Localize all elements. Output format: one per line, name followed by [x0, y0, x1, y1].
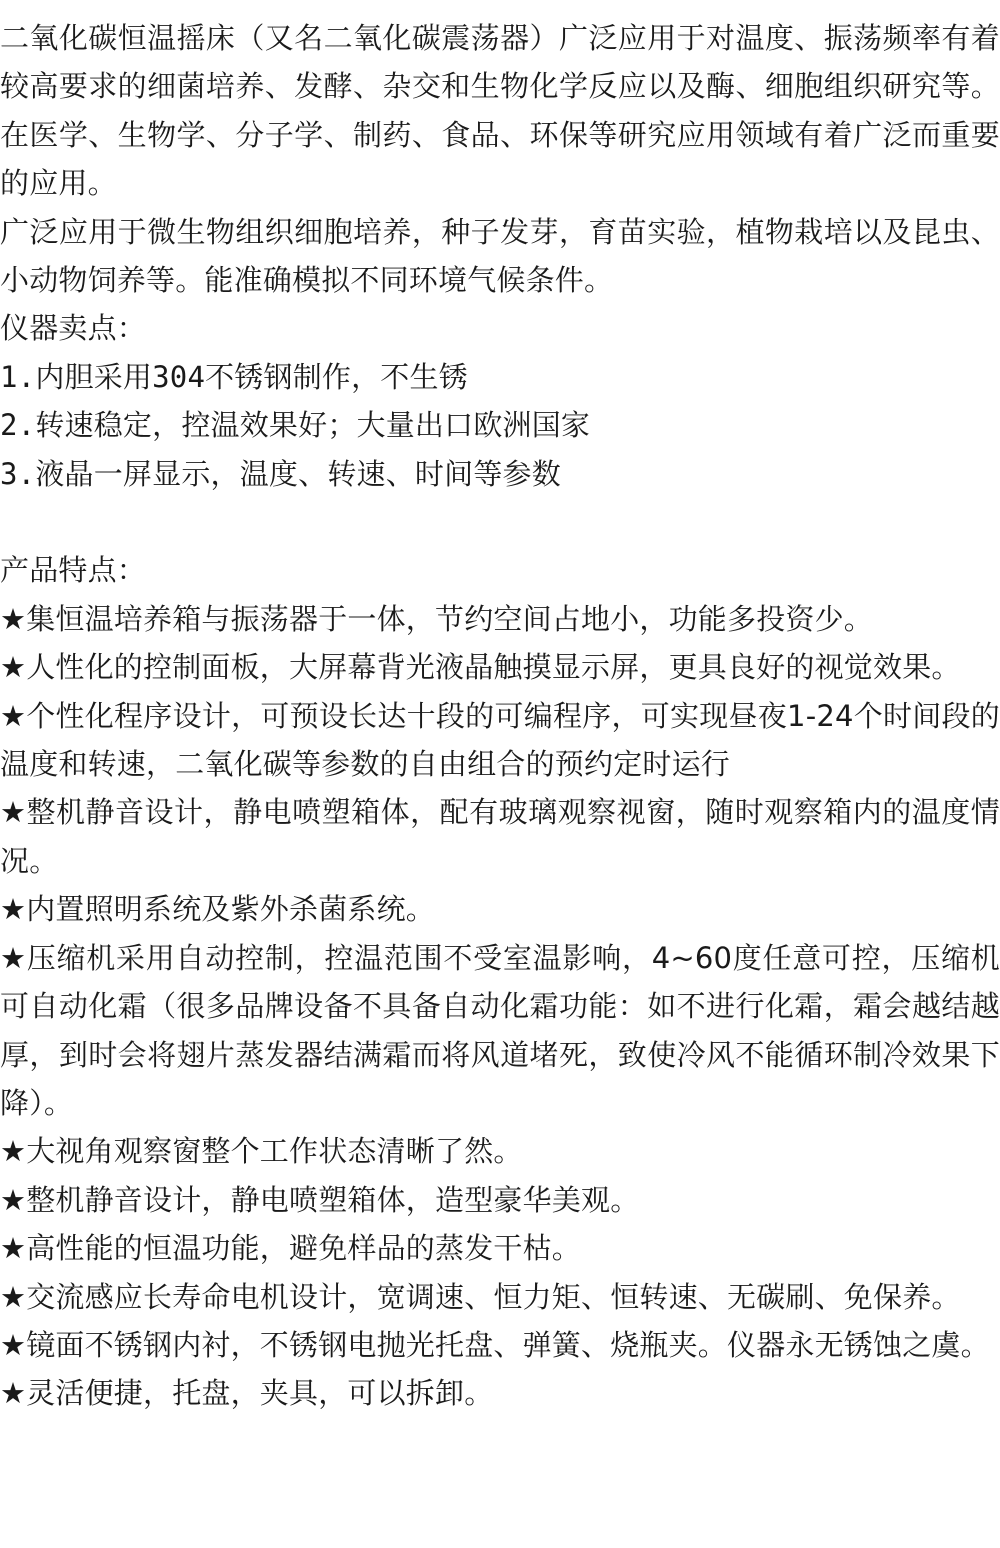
feature-item: ★大视角观察窗整个工作状态清晰了然。 [0, 1134, 523, 1169]
feature-item: ★人性化的控制面板，大屏幕背光液晶触摸显示屏，更具良好的视觉效果。 [0, 650, 961, 685]
feature-item: ★集恒温培养箱与振荡器于一体，节约空间占地小，功能多投资少。 [0, 601, 873, 636]
selling-points-heading: 仪器卖点： [0, 311, 147, 346]
feature-item: ★整机静音设计，静电喷塑箱体，造型豪华美观。 [0, 1182, 640, 1217]
feature-item: ★压缩机采用自动控制，控温范围不受室温影响，4~60度任意可控，压缩机可自动化霜（很多品牌设备不具备自动化霜功能：如不进行化霜，霜会越结越厚，到时会将翅片蒸发器结满霜而将风道堵死，致使冷风不能循环制冷效果下降）。 [0, 940, 1000, 1120]
blank-line [0, 498, 1000, 546]
selling-point-item: 3.液晶一屏显示，温度、转速、时间等参数 [0, 456, 561, 491]
intro-paragraph-1: 二氧化碳恒温摇床（又名二氧化碳震荡器）广泛应用于对温度、振荡频率有着较高要求的细菌培养、发酵、杂交和生物化学反应以及酶、细胞组织研究等。在医学、生物学、分子学、制药、食品、环保等研究应用领域有着广泛而重要的应用。 [0, 21, 1000, 201]
features-heading: 产品特点： [0, 553, 147, 588]
feature-item: ★交流感应长寿命电机设计，宽调速、恒力矩、恒转速、无碳刷、免保养。 [0, 1279, 961, 1314]
feature-item: ★镜面不锈钢内衬，不锈钢电抛光托盘、弹簧、烧瓶夹。仪器永无锈蚀之虞。 [0, 1327, 990, 1362]
selling-point-item: 1.内胆采用304不锈钢制作，不生锈 [0, 359, 468, 394]
feature-item: ★个性化程序设计，可预设长达十段的可编程序，可实现昼夜1-24个时间段的温度和转速，二氧化碳等参数的自由组合的预约定时运行 [0, 698, 1000, 782]
feature-item: ★整机静音设计，静电喷塑箱体，配有玻璃观察视窗，随时观察箱内的温度情况。 [0, 795, 1000, 878]
feature-item: ★高性能的恒温功能，避免样品的蒸发干枯。 [0, 1231, 581, 1266]
feature-item: ★灵活便捷，托盘，夹具，可以拆卸。 [0, 1376, 494, 1411]
selling-point-item: 2.转速稳定，控温效果好；大量出口欧洲国家 [0, 408, 591, 443]
intro-paragraph-2: 广泛应用于微生物组织细胞培养，种子发芽，育苗实验，植物栽培以及昆虫、小动物饲养等。能准确模拟不同环境气候条件。 [0, 214, 1000, 298]
product-description [0, 14, 1000, 1418]
feature-item: ★内置照明系统及紫外杀菌系统。 [0, 892, 435, 927]
